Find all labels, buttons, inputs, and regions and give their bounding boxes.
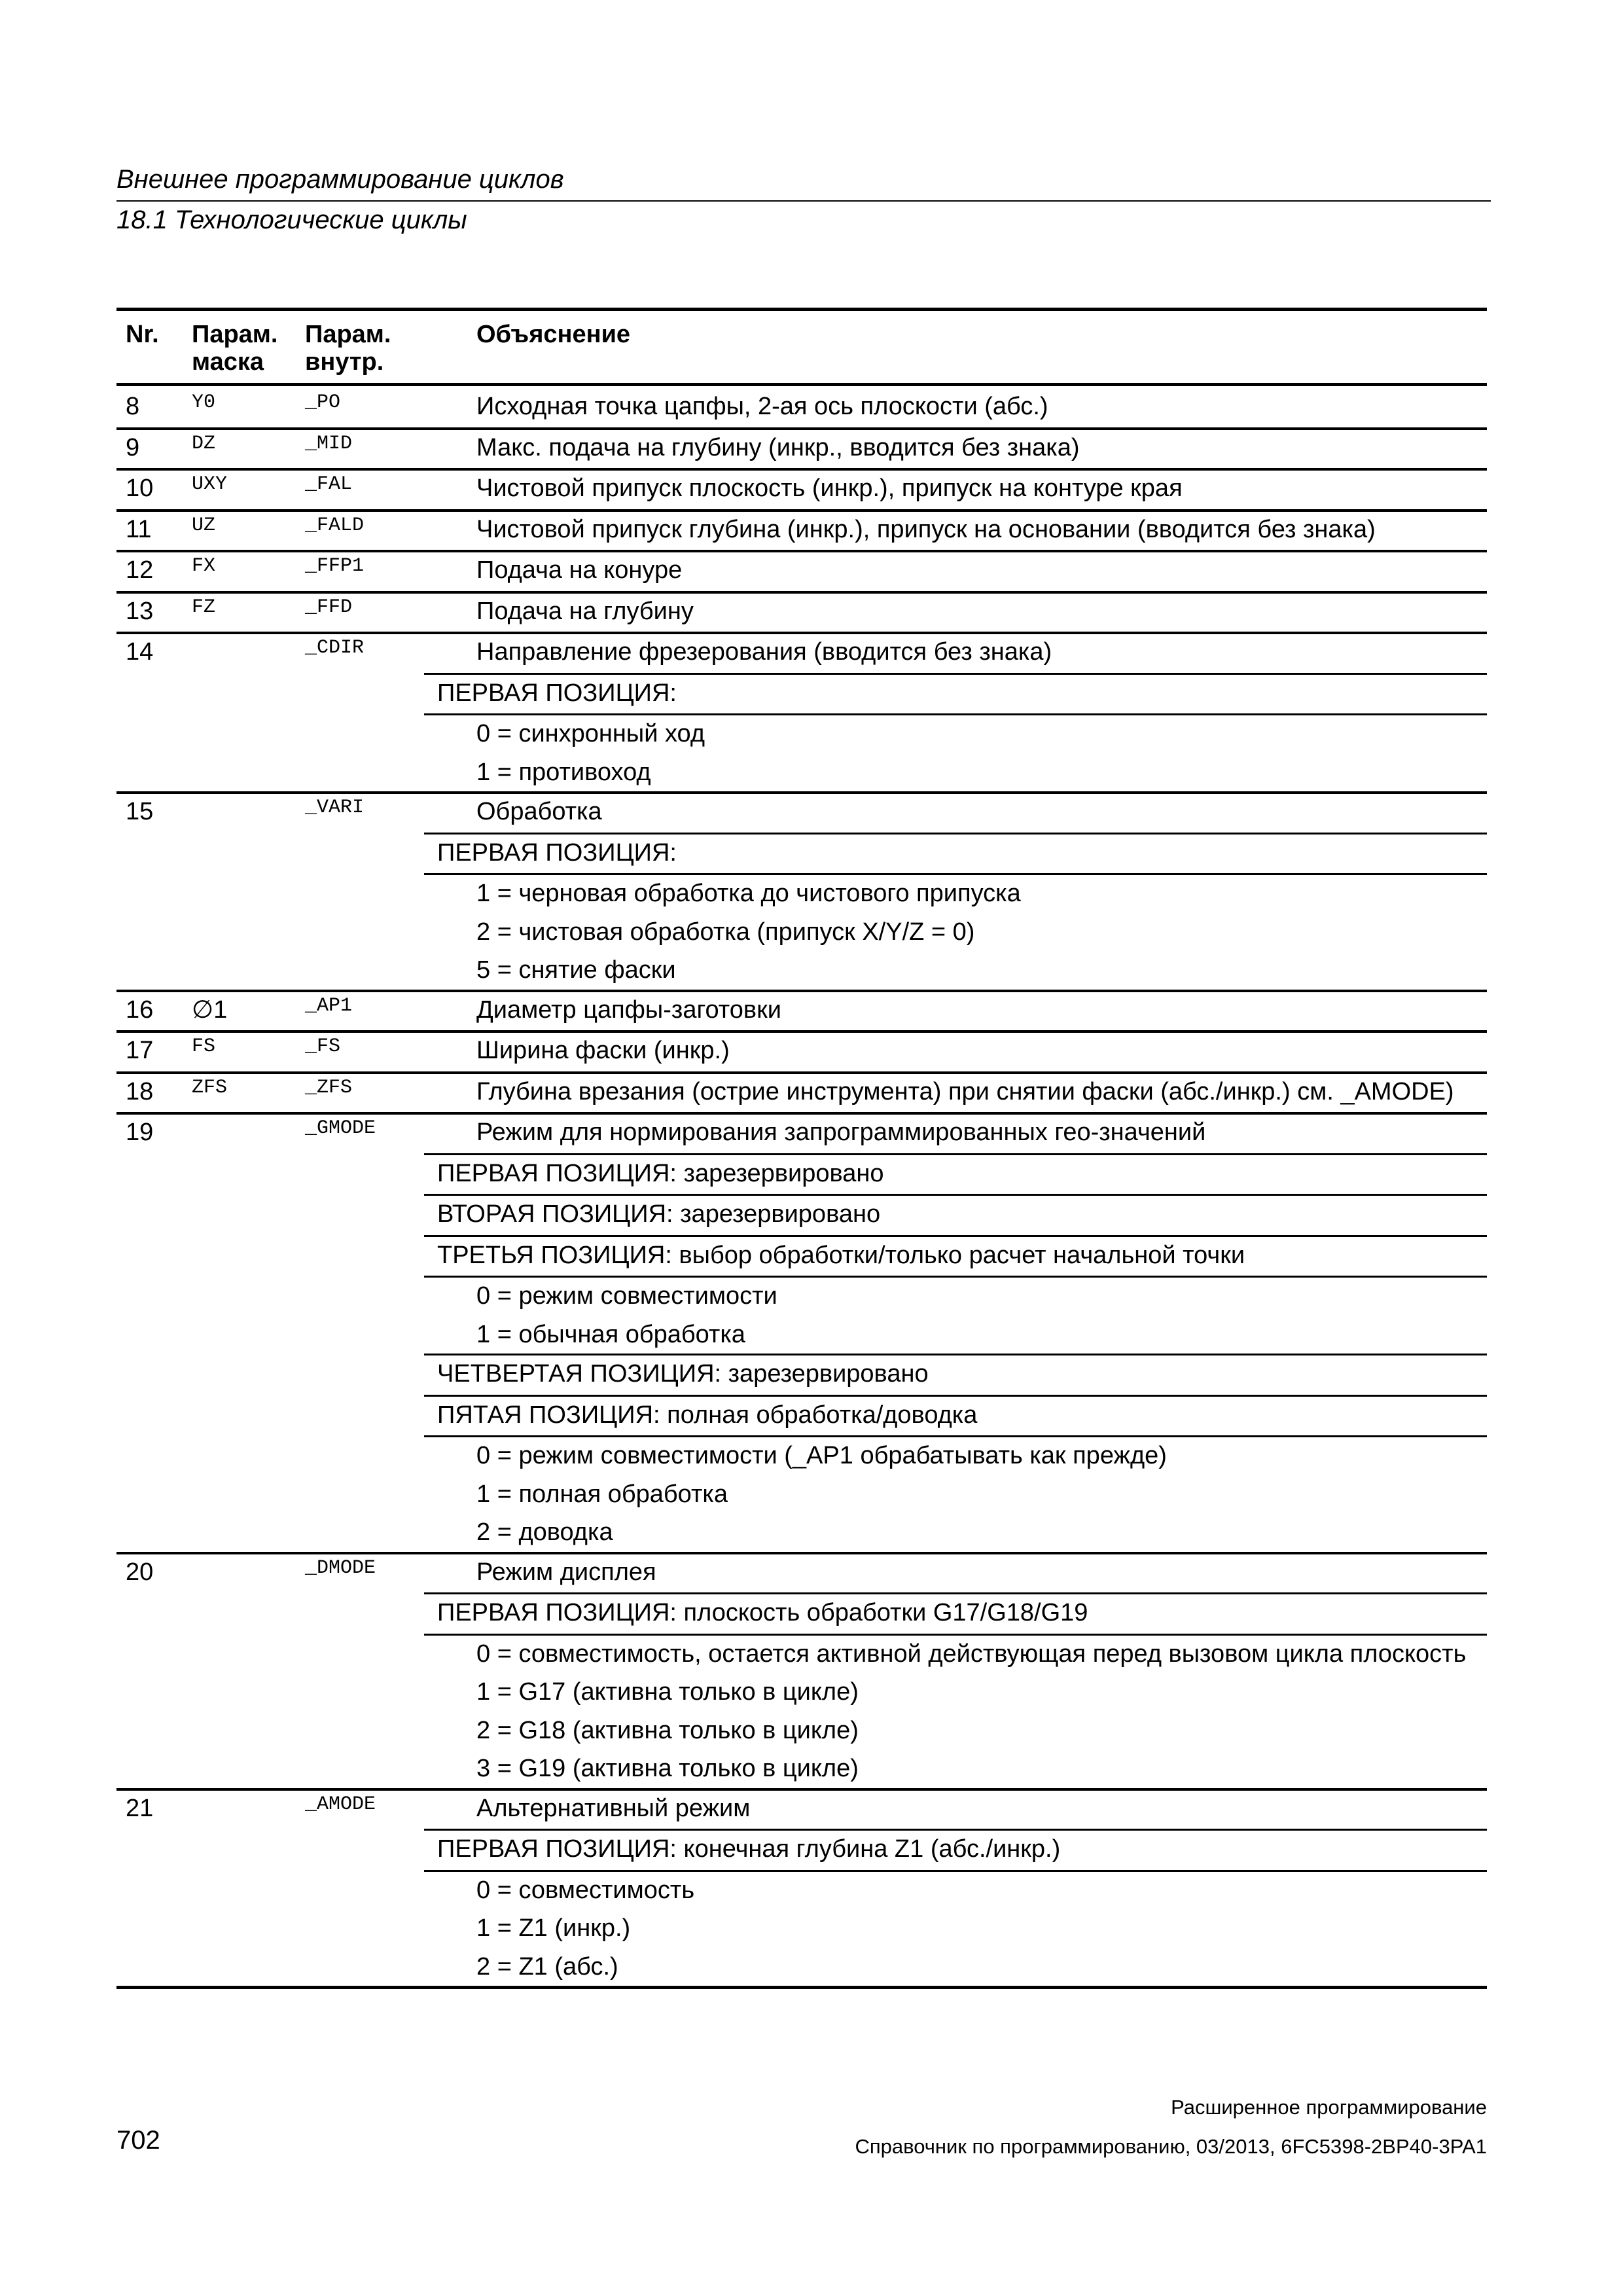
- explanation-text: Диаметр цапфы-заготовки: [476, 996, 781, 1024]
- option-value: 2 = доводка: [476, 1518, 613, 1546]
- position-label: ЧЕТВЕРТАЯ ПОЗИЦИЯ: зарезервировано: [437, 1360, 929, 1388]
- option-value: 1 = G17 (активна только в цикле): [476, 1678, 859, 1706]
- explanation-text: Макс. подача на глубину (инкр., вводится без знака): [476, 433, 1080, 461]
- internal-parameter: _MID: [305, 432, 353, 455]
- row-divider: [116, 1788, 1487, 1791]
- mask-parameter: DZ: [192, 432, 216, 455]
- row-divider: [116, 1112, 1487, 1115]
- option-value: 2 = Z1 (абс.): [476, 1952, 618, 1981]
- explanation-text: Исходная точка цапфы, 2-ая ось плоскости (абс.): [476, 393, 1048, 420]
- position-label: ПЕРВАЯ ПОЗИЦИЯ: плоскость обработки G17/G18/G19: [437, 1599, 1088, 1626]
- footer-reference: Справочник по программированию, 03/2013, 6FC5398-2BP40-3PA1: [855, 2135, 1487, 2158]
- position-label: ПЕРВАЯ ПОЗИЦИЯ: зарезервировано: [437, 1159, 884, 1187]
- header-explanation: Объяснение: [476, 321, 631, 348]
- sub-divider: [424, 1592, 1487, 1594]
- internal-parameter: _FFP1: [305, 555, 365, 577]
- explanation-text: Альтернативный режим: [476, 1794, 751, 1822]
- internal-parameter: _FAL: [305, 473, 353, 495]
- explanation-text: Ширина фаски (инкр.): [476, 1037, 730, 1064]
- option-value: 0 = совместимость, остается активной действующая перед вызовом цикла плоскость: [476, 1640, 1467, 1668]
- row-divider: [116, 550, 1487, 552]
- parameter-table: [116, 308, 1487, 2009]
- row-number: 9: [126, 433, 140, 461]
- position-label: ТРЕТЬЯ ПОЗИЦИЯ: выбор обработки/только расчет начальной точки: [437, 1241, 1245, 1269]
- internal-parameter: _GMODE: [305, 1117, 376, 1139]
- row-divider: [116, 1030, 1487, 1033]
- row-divider: [116, 1552, 1487, 1554]
- internal-parameter: _AP1: [305, 994, 353, 1017]
- sub-divider: [424, 1634, 1487, 1636]
- explanation-text: Глубина врезания (острие инструмента) при снятии фаски (абс./инкр.) см. _AMODE): [476, 1077, 1454, 1105]
- row-number: 11: [126, 515, 152, 543]
- position-label: ПЕРВАЯ ПОЗИЦИЯ:: [437, 838, 677, 867]
- explanation-text: Чистовой припуск плоскость (инкр.), припуск на контуре края: [476, 475, 1183, 502]
- sub-divider: [424, 713, 1487, 715]
- option-value: 2 = G18 (активна только в цикле): [476, 1716, 859, 1744]
- sub-divider: [424, 1276, 1487, 1278]
- row-number: 20: [126, 1558, 154, 1586]
- row-number: 21: [126, 1794, 154, 1822]
- internal-parameter: _CDIR: [305, 637, 365, 659]
- option-value: 2 = чистовая обработка (припуск X/Y/Z = 0): [476, 918, 975, 946]
- sub-divider: [424, 873, 1487, 875]
- sub-divider: [424, 1435, 1487, 1437]
- explanation-text: Обработка: [476, 798, 602, 825]
- row-number: 19: [126, 1119, 154, 1146]
- sub-divider: [424, 1194, 1487, 1196]
- row-divider: [116, 632, 1487, 634]
- sub-divider: [424, 833, 1487, 834]
- row-number: 13: [126, 597, 154, 625]
- header-bottom-rule: [116, 383, 1487, 386]
- row-number: 10: [126, 475, 154, 502]
- header-mask-1: Парам.: [192, 321, 278, 348]
- table-top-rule: [116, 308, 1487, 311]
- position-label: ПЕРВАЯ ПОЗИЦИЯ: конечная глубина Z1 (абс./инкр.): [437, 1835, 1061, 1863]
- row-divider: [116, 1071, 1487, 1074]
- row-divider: [116, 468, 1487, 471]
- option-value: 0 = совместимость: [476, 1876, 695, 1904]
- sub-divider: [424, 1354, 1487, 1355]
- table-bottom-rule: [116, 1986, 1487, 1989]
- row-number: 18: [126, 1077, 154, 1105]
- row-divider: [116, 990, 1487, 992]
- sub-divider: [424, 1395, 1487, 1397]
- option-value: 0 = режим совместимости: [476, 1282, 777, 1310]
- header-nr: Nr.: [126, 321, 159, 348]
- section-title: 18.1 Технологические циклы: [116, 206, 467, 234]
- explanation-text: Чистовой припуск глубина (инкр.), припуск на основании (вводится без знака): [476, 515, 1376, 543]
- mask-parameter: ∅1: [192, 996, 228, 1024]
- row-divider: [116, 591, 1487, 594]
- mask-parameter: Y0: [192, 391, 216, 414]
- mask-parameter: UZ: [192, 514, 216, 537]
- internal-parameter: _PO: [305, 391, 341, 414]
- header-mask-2: маска: [192, 348, 264, 376]
- position-label: ВТОРАЯ ПОЗИЦИЯ: зарезервировано: [437, 1200, 881, 1228]
- row-number: 8: [126, 393, 140, 420]
- option-value: 0 = режим совместимости (_AP1 обрабатывать как прежде): [476, 1442, 1167, 1469]
- sub-divider: [424, 1829, 1487, 1831]
- option-value: 1 = полная обработка: [476, 1480, 728, 1508]
- position-label: ПЕРВАЯ ПОЗИЦИЯ:: [437, 679, 677, 707]
- internal-parameter: _DMODE: [305, 1556, 376, 1579]
- row-number: 16: [126, 996, 154, 1024]
- header-internal-1: Парам.: [305, 321, 391, 348]
- option-value: 1 = обычная обработка: [476, 1320, 745, 1348]
- explanation-text: Подача на конуре: [476, 556, 683, 584]
- mask-parameter: UXY: [192, 473, 228, 495]
- sub-divider: [424, 1153, 1487, 1155]
- header-divider: [116, 200, 1491, 202]
- internal-parameter: _VARI: [305, 797, 365, 819]
- row-divider: [116, 791, 1487, 794]
- option-value: 0 = синхронный ход: [476, 720, 705, 747]
- mask-parameter: FX: [192, 555, 216, 577]
- internal-parameter: _FALD: [305, 514, 365, 537]
- internal-parameter: _ZFS: [305, 1076, 353, 1099]
- option-value: 5 = снятие фаски: [476, 956, 676, 984]
- explanation-text: Режим дисплея: [476, 1558, 656, 1586]
- sub-divider: [424, 673, 1487, 675]
- mask-parameter: ZFS: [192, 1076, 228, 1099]
- chapter-title: Внешнее программирование циклов: [116, 165, 564, 194]
- explanation-text: Направление фрезерования (вводится без знака): [476, 638, 1052, 666]
- explanation-text: Режим для нормирования запрограммированных гео-значений: [476, 1119, 1206, 1146]
- row-number: 17: [126, 1037, 154, 1064]
- internal-parameter: _FS: [305, 1035, 341, 1058]
- page-number: 702: [116, 2126, 160, 2155]
- row-divider: [116, 509, 1487, 512]
- header-internal-2: внутр.: [305, 348, 384, 376]
- row-number: 12: [126, 556, 154, 584]
- option-value: 3 = G19 (активна только в цикле): [476, 1755, 859, 1782]
- footer-book-title: Расширенное программирование: [1171, 2096, 1487, 2119]
- mask-parameter: FZ: [192, 596, 216, 619]
- option-value: 1 = Z1 (инкр.): [476, 1914, 631, 1942]
- mask-parameter: FS: [192, 1035, 216, 1058]
- position-label: ПЯТАЯ ПОЗИЦИЯ: полная обработка/доводка: [437, 1401, 978, 1429]
- row-number: 14: [126, 638, 154, 666]
- internal-parameter: _FFD: [305, 596, 353, 619]
- internal-parameter: _AMODE: [305, 1793, 376, 1816]
- sub-divider: [424, 1235, 1487, 1237]
- option-value: 1 = противоход: [476, 758, 651, 786]
- explanation-text: Подача на глубину: [476, 597, 694, 625]
- row-divider: [116, 427, 1487, 430]
- sub-divider: [424, 1870, 1487, 1872]
- option-value: 1 = черновая обработка до чистового припуска: [476, 880, 1021, 907]
- row-number: 15: [126, 798, 154, 825]
